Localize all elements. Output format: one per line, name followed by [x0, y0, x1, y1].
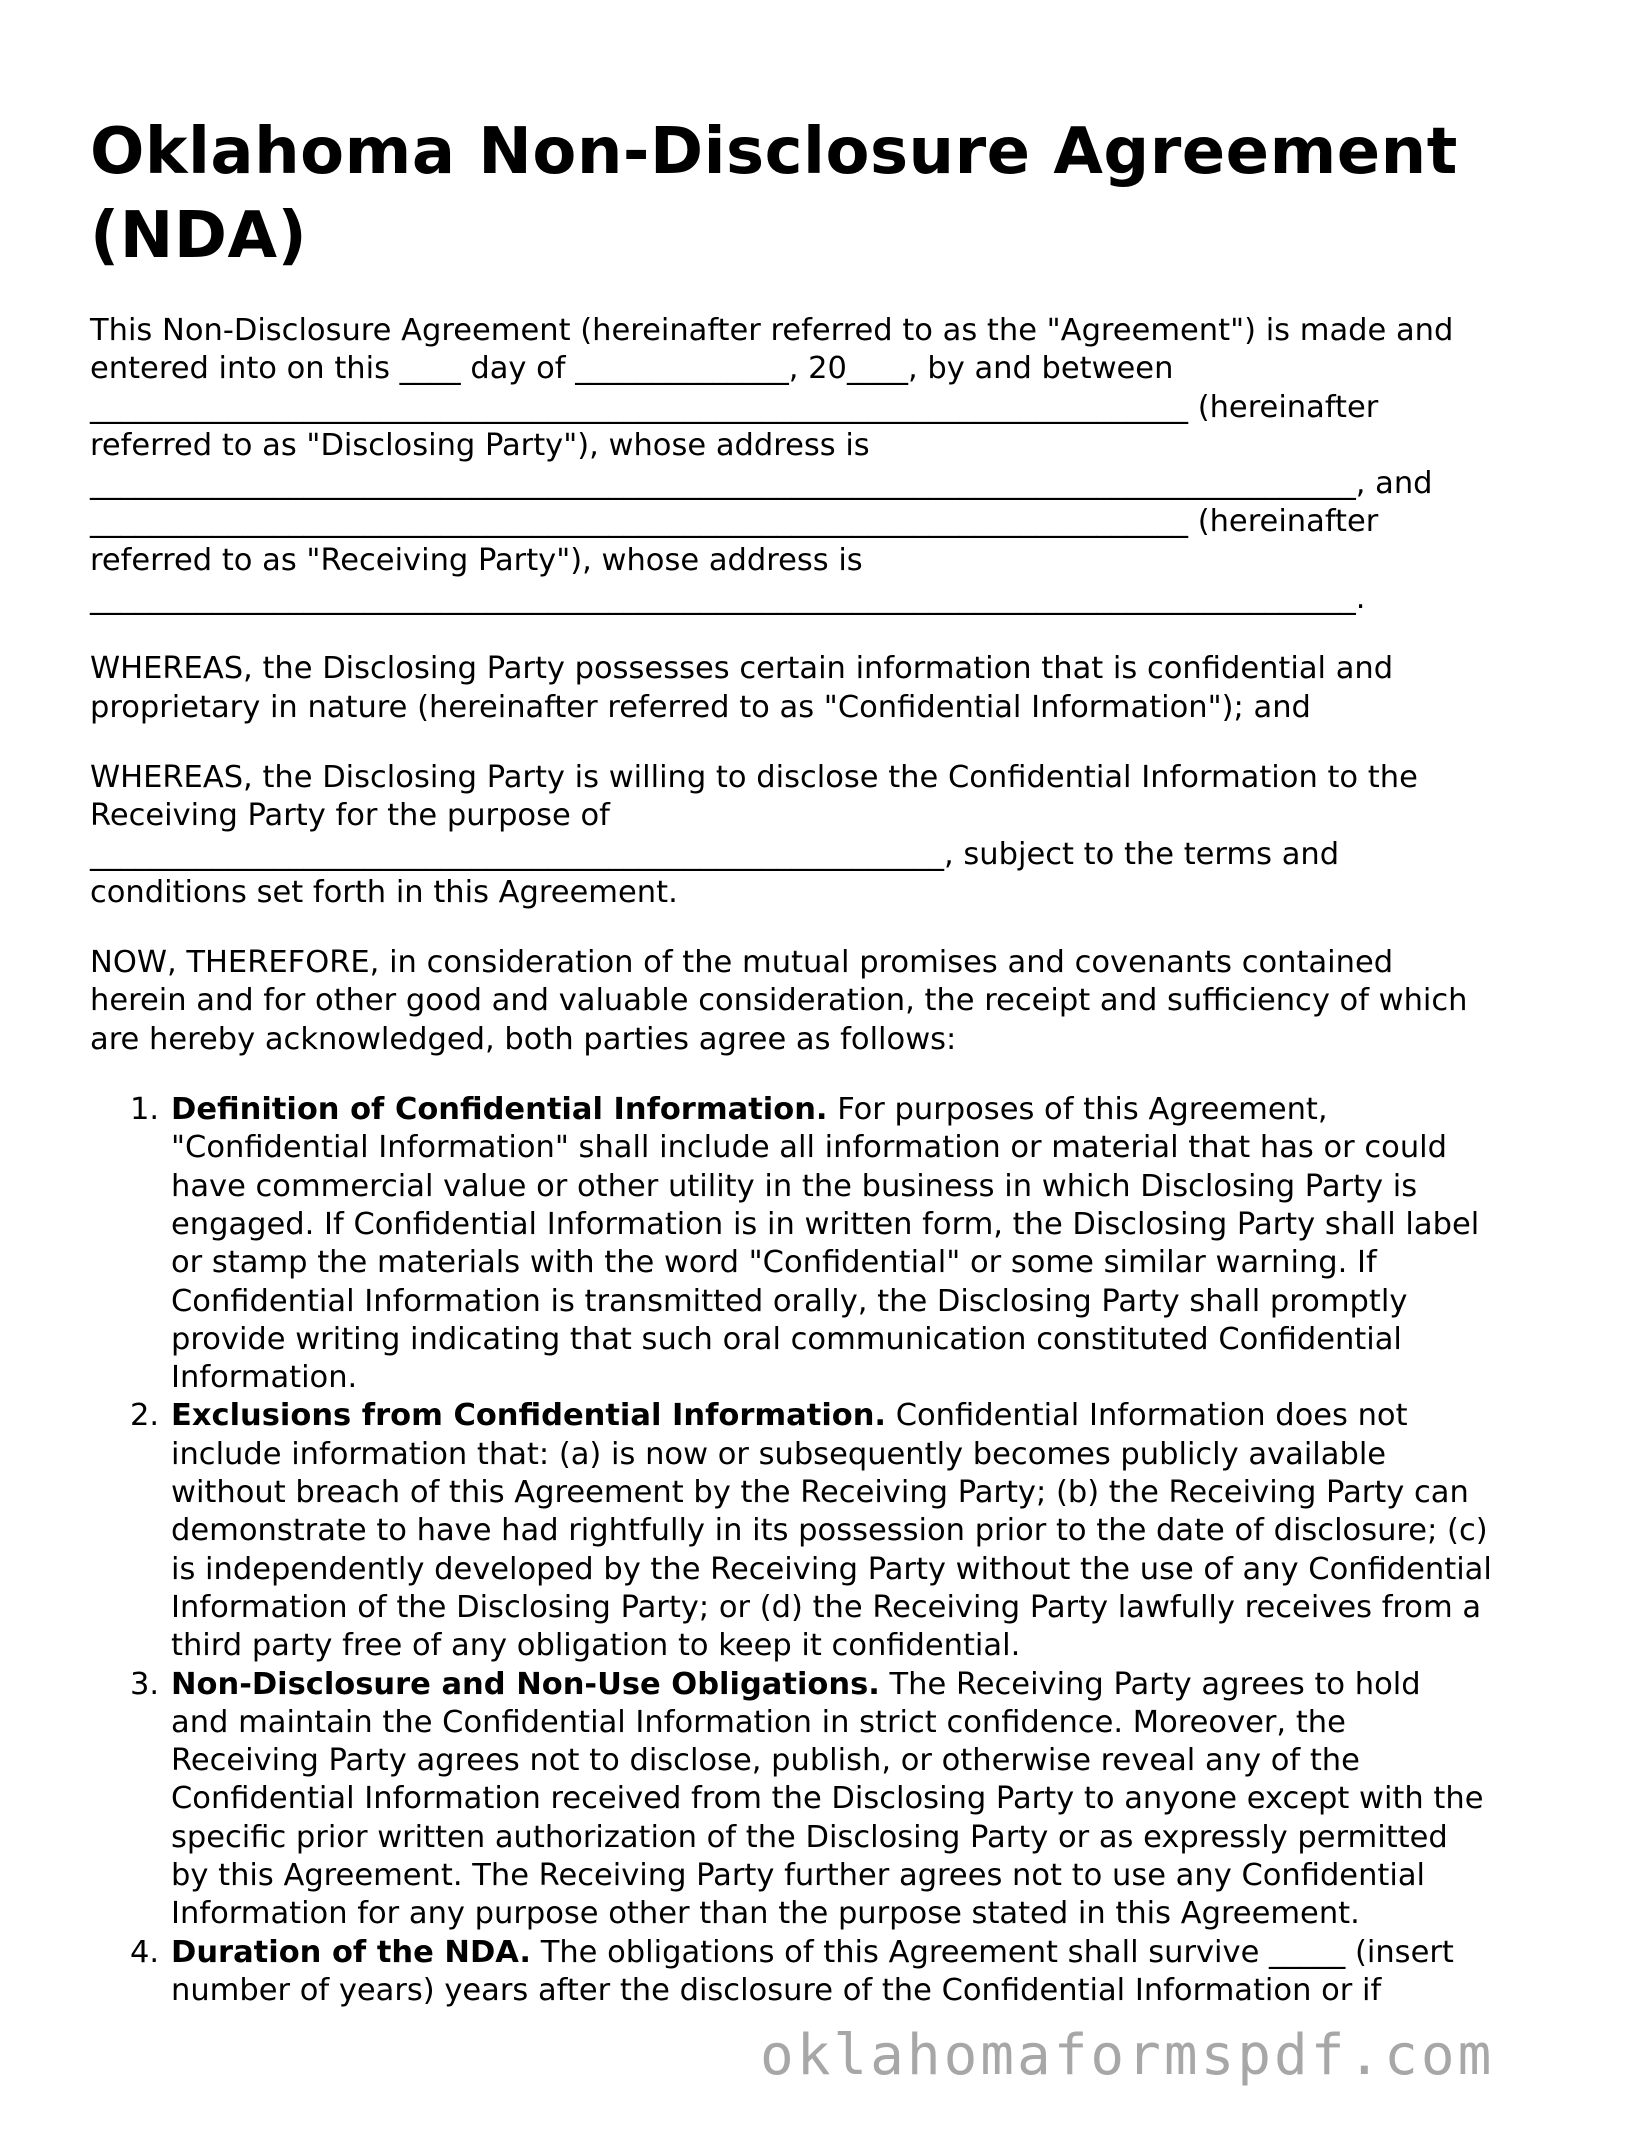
- section-text: For purposes of this Agreement,: [827, 1092, 1328, 1128]
- intro-line: entered into on this ____ day of ______________, 20____, by and between: [90, 351, 1174, 387]
- whereas-line: ________________________________________________________, subject to the terms and: [90, 836, 1340, 872]
- sections-list: [90, 1091, 1570, 2010]
- whereas-line: proprietary in nature (hereinafter referred to as "Confidential Information"); and: [90, 689, 1311, 725]
- section-line: Confidential Information is transmitted orally, the Disclosing Party shall promptly: [171, 1283, 1408, 1319]
- section-line: number of years) years after the disclosure of the Confidential Information or if: [171, 1972, 1382, 2008]
- intro-line: referred to as "Receiving Party"), whose address is: [90, 542, 863, 578]
- intro-line: This Non-Disclosure Agreement (hereinafter referred to as the "Agreement") is made and: [90, 313, 1454, 348]
- section-line: or stamp the materials with the word "Confidential" or some similar warning. If: [171, 1245, 1377, 1281]
- intro-line: ________________________________________________________________________ (hereinafter: [90, 389, 1379, 425]
- section-line: engaged. If Confidential Information is in written form, the Disclosing Party shall label: [171, 1206, 1480, 1242]
- section-number: 4.: [130, 1934, 160, 1970]
- intro-line: ___________________________________________________________________________________, and: [90, 466, 1433, 502]
- document-title: Oklahoma Non-Disclosure Agreement (NDA): [90, 115, 1458, 273]
- section-number: 3.: [130, 1666, 160, 1702]
- section-heading: Duration of the NDA.: [171, 1934, 532, 1970]
- section-line: Information.: [171, 1360, 358, 1396]
- section-line: Receiving Party agrees not to disclose, publish, or otherwise reveal any of the: [171, 1743, 1360, 1779]
- section-text: The obligations of this Agreement shall survive _____ (insert: [531, 1934, 1454, 1970]
- section-item: [130, 1934, 1570, 2011]
- section-item: [130, 1397, 1570, 1665]
- intro-paragraph: [90, 312, 1570, 618]
- section-number: 1.: [130, 1092, 160, 1128]
- intro-line: ________________________________________________________________________ (hereinafter: [90, 504, 1379, 540]
- therefore-line: herein and for other good and valuable consideration, the receipt and sufficiency of which: [90, 983, 1468, 1019]
- section-first-line: [171, 1397, 1570, 1435]
- therefore-line: are hereby acknowledged, both parties agree as follows:: [90, 1021, 957, 1057]
- section-line: by this Agreement. The Receiving Party further agrees not to use any Confidential: [171, 1857, 1425, 1893]
- section-line: without breach of this Agreement by the Receiving Party; (b) the Receiving Party can: [171, 1475, 1469, 1511]
- document-body: [90, 312, 1570, 2010]
- whereas-line: Receiving Party for the purpose of: [90, 798, 610, 834]
- intro-line: ___________________________________________________________________________________.: [90, 581, 1366, 617]
- whereas-line: WHEREAS, the Disclosing Party possesses certain information that is confidential and: [90, 651, 1394, 687]
- section-line: specific prior written authorization of the Disclosing Party or as expressly permitted: [171, 1819, 1448, 1855]
- section-line: Confidential Information received from the Disclosing Party to anyone except with the: [171, 1781, 1484, 1817]
- section-item: [130, 1091, 1570, 1397]
- therefore-line: NOW, THEREFORE, in consideration of the mutual promises and covenants contained: [90, 945, 1394, 981]
- section-first-line: [171, 1666, 1570, 1704]
- section-line: Information of the Disclosing Party; or (d) the Receiving Party lawfully receives from a: [171, 1589, 1482, 1625]
- section-line: "Confidential Information" shall include all information or material that has or could: [171, 1130, 1447, 1166]
- section-line: Information for any purpose other than the purpose stated in this Agreement.: [171, 1896, 1360, 1932]
- section-line: and maintain the Confidential Information in strict confidence. Moreover, the: [171, 1704, 1346, 1740]
- section-heading: Exclusions from Confidential Information.: [171, 1398, 887, 1434]
- section-first-line: [171, 1091, 1570, 1129]
- whereas-paragraph-1: [90, 650, 1570, 727]
- watermark: oklahomaformspdf.com: [760, 2023, 1495, 2088]
- section-line: demonstrate to have had rightfully in its possession prior to the date of disclosure; (c): [171, 1513, 1488, 1549]
- whereas-paragraph-2: [90, 759, 1570, 912]
- therefore-paragraph: [90, 944, 1570, 1059]
- section-line: include information that: (a) is now or subsequently becomes publicly available: [171, 1436, 1387, 1472]
- section-line: third party free of any obligation to keep it confidential.: [171, 1628, 1021, 1664]
- section-line: provide writing indicating that such oral communication constituted Confidential: [171, 1321, 1402, 1357]
- section-heading: Non-Disclosure and Non-Use Obligations.: [171, 1666, 880, 1702]
- section-first-line: [171, 1934, 1570, 1972]
- whereas-line: conditions set forth in this Agreement.: [90, 874, 678, 910]
- section-text: Confidential Information does not: [886, 1398, 1408, 1434]
- whereas-line: WHEREAS, the Disclosing Party is willing to disclose the Confidential Information to the: [90, 759, 1418, 795]
- intro-line: referred to as "Disclosing Party"), whose address is: [90, 427, 870, 463]
- section-item: [130, 1666, 1570, 1934]
- section-text: The Receiving Party agrees to hold: [879, 1666, 1421, 1702]
- section-line: have commercial value or other utility in the business in which Disclosing Party is: [171, 1168, 1418, 1204]
- section-line: is independently developed by the Receiving Party without the use of any Confidential: [171, 1551, 1492, 1587]
- section-number: 2.: [130, 1398, 160, 1434]
- section-heading: Definition of Confidential Information.: [171, 1092, 828, 1128]
